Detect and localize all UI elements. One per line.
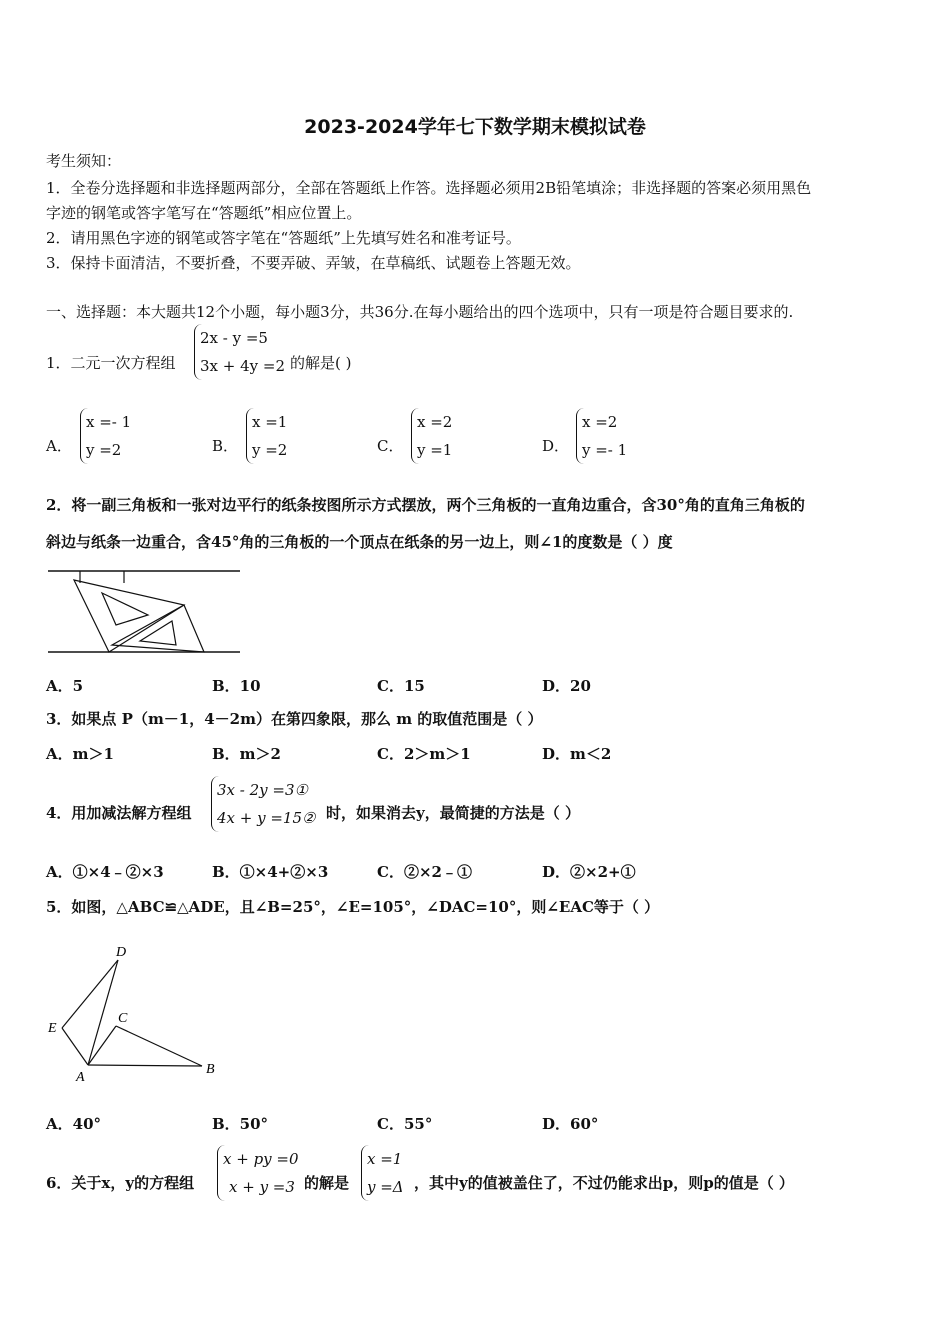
q6-prefix: 6．关于x，y的方程组: [46, 1174, 195, 1192]
q3-stem: 3．如果点 P（m－1，4－2m）在第四象限，那么 m 的取值范围是（ ）: [46, 710, 543, 728]
q4-eq1: 3x - 2y =3①: [217, 781, 308, 799]
q4-option-a[interactable]: A．①×4﹣②×3: [46, 863, 164, 881]
q1-option-a-x: x =- 1: [86, 413, 132, 431]
q1-option-a[interactable]: [80, 408, 131, 464]
q2-triangle-45: [112, 605, 204, 652]
q2-stem-line-1: 2．将一副三角板和一张对边平行的纸条按图所示方式摆放，两个三角板的一直角边重合，含30°角的直角三角板的: [46, 496, 805, 514]
q4-option-c[interactable]: C．②×2﹣①: [377, 863, 472, 881]
q1-option-b-label[interactable]: B．: [212, 437, 239, 455]
q1-prefix: 1．二元一次方程组: [46, 354, 176, 372]
q1-suffix: 的解是( ): [290, 354, 352, 372]
q6-sol-x: x =1: [367, 1150, 403, 1168]
q5-stem: 5．如图，△ABC≌△ADE，且∠B=25°，∠E=105°，∠DAC=10°，则∠EAC等于（ ）: [46, 898, 660, 916]
q2-figure: [44, 565, 244, 657]
q2-option-b[interactable]: B．10: [212, 677, 261, 695]
q5-label-c: C: [118, 1011, 128, 1026]
q6-solution: [361, 1145, 404, 1201]
notice-line-3: 3．保持卡面清洁，不要折叠，不要弄破、弄皱，在草稿纸、试题卷上答题无效。: [46, 254, 581, 272]
q2-option-a[interactable]: A．5: [46, 677, 84, 695]
section-heading: 一、选择题：本大题共12个小题，每小题3分，共36分.在每小题给出的四个选项中，只有一项是符合题目要求的.: [46, 303, 794, 321]
q3-option-b[interactable]: B．m＞2: [212, 745, 281, 763]
q5-segment-ea: [62, 1028, 88, 1065]
q1-option-d-x: x =2: [582, 413, 618, 431]
q1-option-d-label[interactable]: D．: [542, 437, 570, 455]
q5-segment-cb: [116, 1026, 202, 1066]
q5-segment-ac: [88, 1026, 116, 1065]
q5-figure: [44, 938, 230, 1088]
q5-label-e: E: [48, 1021, 57, 1036]
q3-option-a[interactable]: A．m＞1: [46, 745, 114, 763]
q5-label-b: B: [206, 1062, 215, 1077]
q6-mid: 的解是: [304, 1174, 350, 1192]
q6-eq2: x + y =3: [229, 1178, 295, 1196]
q1-option-b-y: y =2: [252, 441, 288, 459]
q5-segment-ad: [88, 960, 118, 1065]
q4-system: [211, 776, 315, 832]
q1-option-a-y: y =2: [86, 441, 122, 459]
q5-option-d[interactable]: D．60°: [542, 1115, 599, 1133]
q3-option-d[interactable]: D．m＜2: [542, 745, 612, 763]
q5-option-a[interactable]: A．40°: [46, 1115, 102, 1133]
page-title: 2023-2024学年七下数学期末模拟试卷: [304, 116, 646, 138]
q5-option-b[interactable]: B．50°: [212, 1115, 269, 1133]
q6-system: [217, 1145, 299, 1201]
q6-eq1: x + py =0: [223, 1150, 299, 1168]
q4-suffix: 时，如果消去y，最简捷的方法是（ ）: [326, 804, 580, 822]
notice-line-2: 2．请用黑色字迹的钢笔或答字笔在“答题纸”上先填写姓名和准考证号。: [46, 229, 521, 247]
q3-option-c[interactable]: C．2＞m＞1: [377, 745, 471, 763]
q2-triangle-30: [74, 580, 184, 652]
q1-eq2: 3x + 4y =2: [200, 357, 286, 375]
q1-option-d[interactable]: [576, 408, 627, 464]
q1-option-a-label[interactable]: A．: [46, 437, 72, 455]
q4-option-d[interactable]: D．②×2+①: [542, 863, 636, 881]
q6-sol-y: y =Δ: [367, 1178, 404, 1196]
q1-option-c-y: y =1: [417, 441, 453, 459]
q5-option-c[interactable]: C．55°: [377, 1115, 433, 1133]
q1-option-c[interactable]: [411, 408, 452, 464]
q2-option-d[interactable]: D．20: [542, 677, 591, 695]
q4-eq2: 4x + y =15②: [217, 809, 316, 827]
q5-segment-ab: [88, 1065, 202, 1066]
q5-segment-de: [62, 960, 118, 1028]
q1-option-b-x: x =1: [252, 413, 288, 431]
q1-system: [194, 324, 285, 380]
q6-suffix: ，其中y的值被盖住了，不过仍能求出p，则p的值是（ ）: [414, 1174, 794, 1192]
q1-option-b[interactable]: [246, 408, 287, 464]
notice-heading: 考生须知：: [46, 152, 122, 170]
q2-option-c[interactable]: C．15: [377, 677, 425, 695]
q1-eq1: 2x - y =5: [200, 329, 268, 347]
notice-line-1: 1．全卷分选择题和非选择题两部分，全部在答题纸上作答。选择题必须用2B铅笔填涂；非选择题的答案必须用黑色: [46, 179, 812, 197]
q5-label-d: D: [116, 945, 127, 960]
q1-option-d-y: y =- 1: [582, 441, 628, 459]
q1-option-c-x: x =2: [417, 413, 453, 431]
q1-option-c-label[interactable]: C．: [377, 437, 404, 455]
q2-stem-line-2: 斜边与纸条一边重合，含45°角的三角板的一个顶点在纸条的另一边上，则∠1的度数是（ ）度: [46, 533, 673, 551]
q5-label-a: A: [76, 1070, 85, 1085]
q4-prefix: 4．用加减法解方程组: [46, 804, 192, 822]
q4-option-b[interactable]: B．①×4+②×3: [212, 863, 329, 881]
notice-line-1b: 字迹的钢笔或答字笔写在“答题纸”相应位置上。: [46, 204, 362, 222]
